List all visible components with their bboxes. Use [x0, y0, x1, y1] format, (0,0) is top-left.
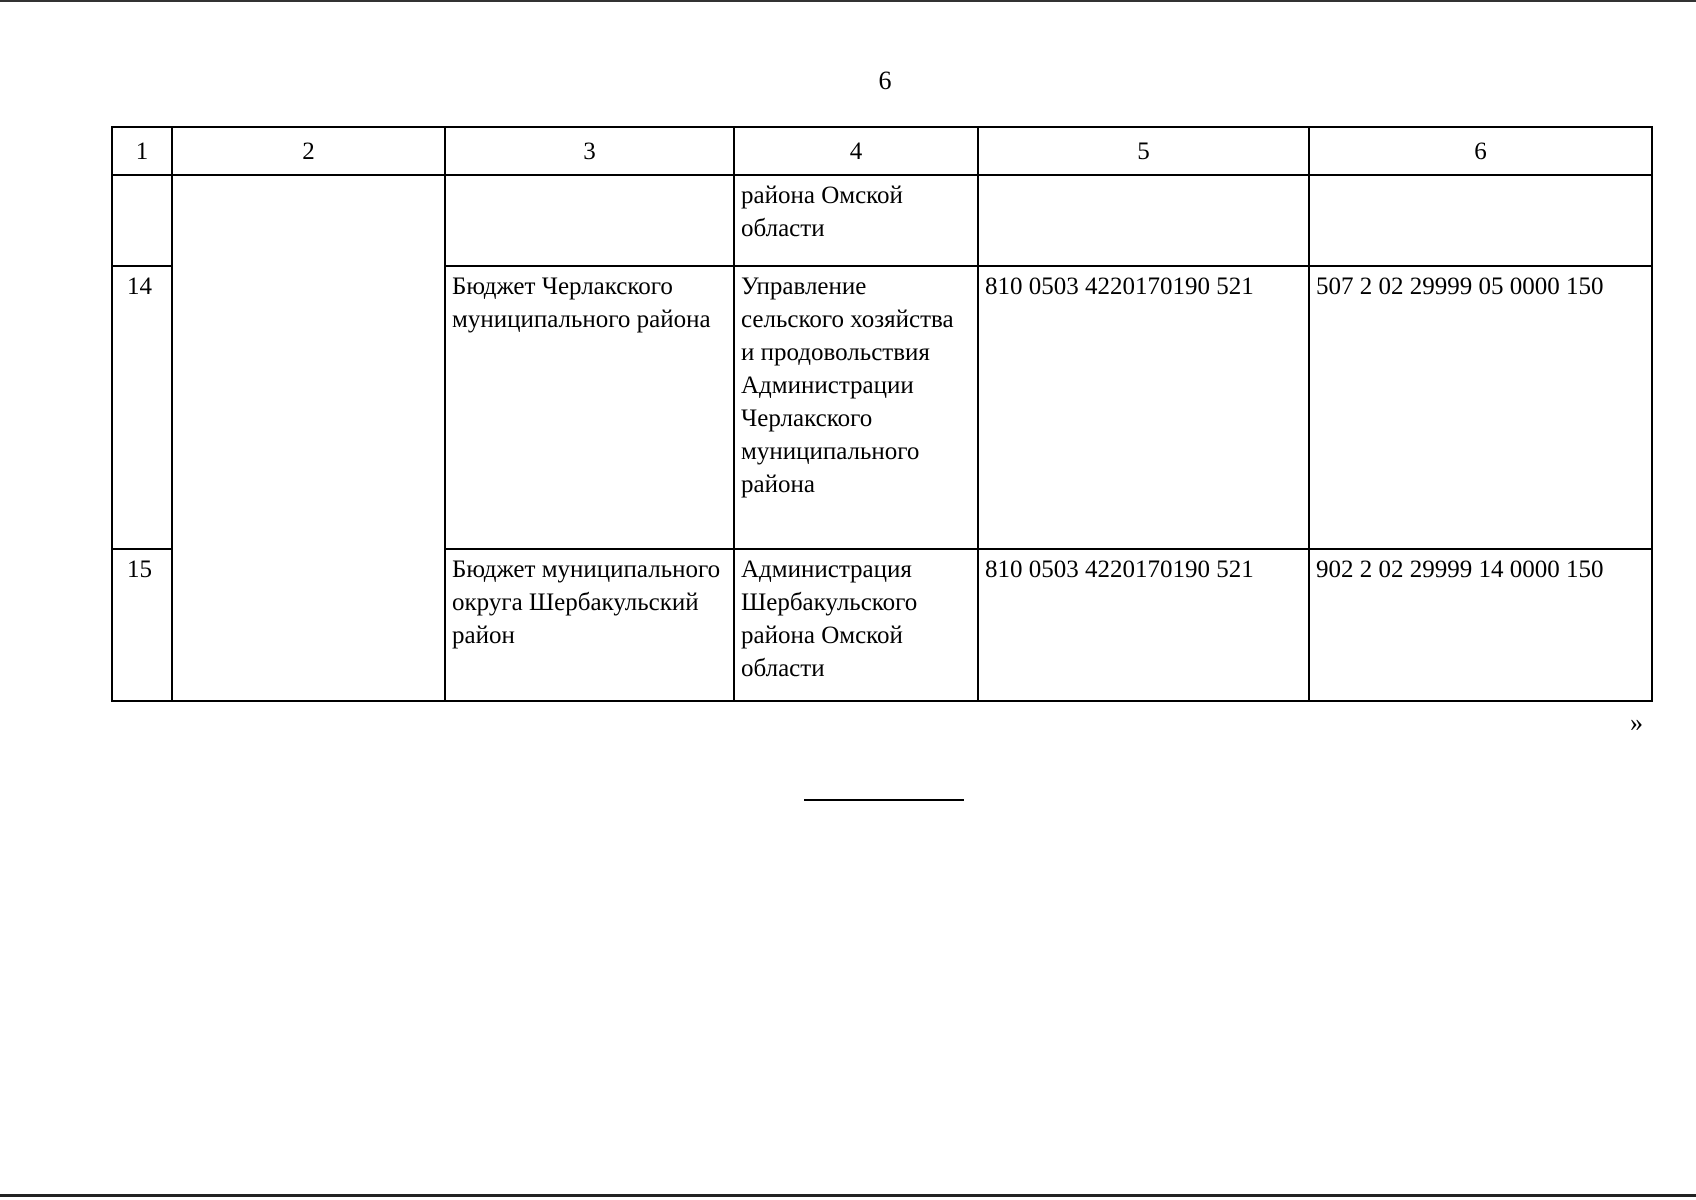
cell-administrator: Администрация Шербакульского района Омской области: [734, 549, 978, 701]
closing-quote-mark: »: [1630, 708, 1643, 737]
scan-edge-bottom: [0, 1194, 1696, 1197]
cell-number: 15: [112, 549, 172, 701]
cell-number: [112, 175, 172, 266]
table-header-row: [112, 127, 1652, 175]
cell-administrator: Управление сельского хозяйства и продовольствия Администрации Черлакского муниципального района: [734, 266, 978, 549]
cell-code-5: 810 0503 4220170190 521: [978, 549, 1309, 701]
header-col-5: 5: [978, 127, 1309, 175]
cell-code-6: 902 2 02 29999 14 0000 150: [1309, 549, 1652, 701]
cell-code-5: [978, 175, 1309, 266]
cell-number: 14: [112, 266, 172, 549]
page-number: 6: [878, 66, 892, 95]
cell-administrator: района Омской области: [734, 175, 978, 266]
cell-budget: [445, 175, 734, 266]
table-row-continuation: [112, 175, 1652, 266]
cell-budget: Бюджет муниципального округа Шербакульский район: [445, 549, 734, 701]
header-col-3: 3: [445, 127, 734, 175]
header-col-1: 1: [112, 127, 172, 175]
header-col-6: 6: [1309, 127, 1652, 175]
cell-code-6: 507 2 02 29999 05 0000 150: [1309, 266, 1652, 549]
header-col-2: 2: [172, 127, 445, 175]
header-col-4: 4: [734, 127, 978, 175]
cell-budget: Бюджет Черлакского муниципального района: [445, 266, 734, 549]
scan-edge-top: [0, 0, 1696, 2]
cell-col-2-merged: [172, 175, 445, 701]
cell-code-6: [1309, 175, 1652, 266]
cell-code-5: 810 0503 4220170190 521: [978, 266, 1309, 549]
document-table: [111, 126, 1653, 702]
separator-line: [804, 799, 964, 801]
